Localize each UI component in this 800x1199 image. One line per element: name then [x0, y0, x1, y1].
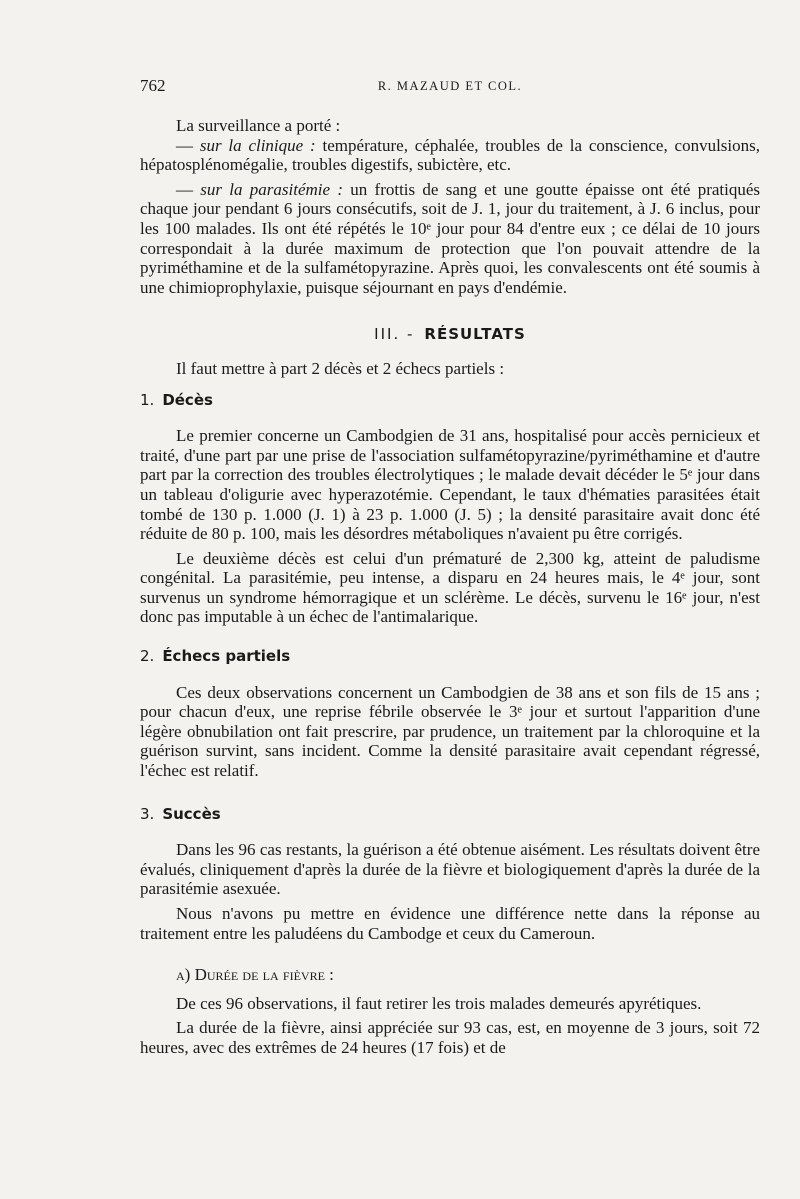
succes-paragraph-1: Dans les 96 cas restants, la guérison a été obtenue aisément. Les résultats doivent être évalués, cliniquement d'après la durée de la fièvre et biologiquement d'après la durée de la parasitémie asexuée.: [140, 840, 760, 899]
succes-paragraph-3: De ces 96 observations, il faut retirer les trois malades demeurés apyrétiques.: [176, 993, 702, 1013]
section-number: III. -: [374, 325, 415, 344]
section-heading-resultats: [140, 325, 760, 345]
echecs-paragraph-1: Ces deux observations concernent un Cambodgien de 38 ans et son fils de 15 ans ; pour chacun d'eux, une reprise fébrile observée le 3ᵉ jour et surtout l'apparition d'une légère obnubilation ont fait prescrire, par prudence, un traitement par la chloroquine et la guérison survint, sans incident. Comme la densité parasitaire avait cependant régressé, l'échec est relatif.: [140, 682, 760, 781]
subsection-number: 3.: [140, 804, 155, 823]
page-number: 762: [140, 76, 166, 95]
clinique-text: température, céphalée, troubles de la conscience, convulsions, hépatosplénomégalie, troubles digestifs, subictère, etc.: [140, 135, 760, 175]
subsection-title: Décès: [162, 390, 213, 409]
subsection-label-duree-fievre: a) Durée de la fièvre :: [176, 965, 334, 985]
succes-paragraph-4: La durée de la fièvre, ainsi appréciée sur 93 cas, est, en moyenne de 3 jours, soit 72 heures, avec des extrêmes de 24 heures (17 fois) et de: [140, 1018, 760, 1057]
subsection-title: Succès: [162, 804, 221, 823]
subsection-number: 1.: [140, 390, 155, 409]
parasitemie-label: sur la parasitémie :: [200, 179, 343, 199]
subsection-heading-deces: [140, 391, 760, 411]
succes-paragraph-2: Nous n'avons pu mettre en évidence une différence nette dans la réponse au traitement entre les paludéens du Cambodge et ceux du Cameroun.: [140, 904, 760, 943]
surveillance-intro: La surveillance a porté :: [176, 116, 341, 135]
body-text: [140, 116, 760, 1058]
surveillance-clinique-paragraph: — sur la clinique : température, céphalée, troubles de la conscience, convulsions, hépatosplénomégalie, troubles digestifs, subictère, etc.: [140, 135, 760, 175]
running-title: R. MAZAUD ET COL.: [377, 79, 523, 93]
subsection-heading-echecs: [140, 647, 760, 667]
clinique-label: sur la clinique :: [199, 135, 316, 155]
resultats-intro: Il faut mettre à part 2 décès et 2 échecs partiels :: [176, 358, 505, 378]
running-header: [140, 76, 760, 100]
subsection-number: 2.: [140, 647, 155, 666]
subsection-heading-succes: [140, 805, 760, 825]
deces-paragraph-2: Le deuxième décès est celui d'un prématuré de 2,300 kg, atteint de paludisme congénital. La parasitémie, peu intense, a disparu en 24 heures mais, le 4ᵉ jour, sont survenus un syndrome hémorragique et un sclérème. Le décès, survenu le 16ᵉ jour, n'est donc pas imputable à un échec de l'antimalarique.: [140, 548, 760, 627]
parasitemie-text: un frottis de sang et une goutte épaisse ont été pratiqués chaque jour pendant 6 jours consécutifs, soit de J. 1, jour du traitement, à J. 6 inclus, pour les 100 malades. Ils ont été répétés le 10ᵉ jour pour 84 d'entre eux ; ce délai de 10 jours correspondait à la durée maximum de protection que l'on pouvait attendre de la pyriméthamine et de la sulfamétopyrazine. Après quoi, les convalescents ont été soumis à une chimioprophylaxie, puisque séjournant en pays d'endémie.: [140, 179, 761, 297]
section-title: RÉSULTATS: [424, 325, 526, 344]
subsection-title: Échecs partiels: [162, 647, 291, 666]
surveillance-parasitemie-paragraph: — sur la parasitémie : un frottis de sang et une goutte épaisse ont été pratiqués chaque jour pendant 6 jours consécutifs, soit de J. 1, jour du traitement, à J. 6 inclus, pour les 100 malades. Ils ont été répétés le 10ᵉ jour pour 84 d'entre eux ; ce délai de 10 jours correspondait à la durée maximum de protection que l'on pouvait attendre de la pyriméthamine et de la sulfamétopyrazine. Après quoi, les convalescents ont été soumis à une chimioprophylaxie, puisque séjournant en pays d'endémie.: [140, 179, 761, 297]
deces-paragraph-1: Le premier concerne un Cambodgien de 31 ans, hospitalisé pour accès pernicieux et traité, d'une part par une prise de l'association sulfamétopyrazine/pyriméthamine et d'autre part par la correction des troubles électrolytiques ; le malade devait décéder le 5ᵉ jour dans un tableau d'oligurie avec hyperazotémie. Cependant, le taux d'hématies parasitées était tombé de 130 p. 1.000 (J. 1) à 23 p. 1.000 (J. 5) ; la densité parasitaire avait donc été réduite de 80 p. 100, mais les désordres métaboliques n'avaient pu être corrigés.: [140, 426, 760, 544]
